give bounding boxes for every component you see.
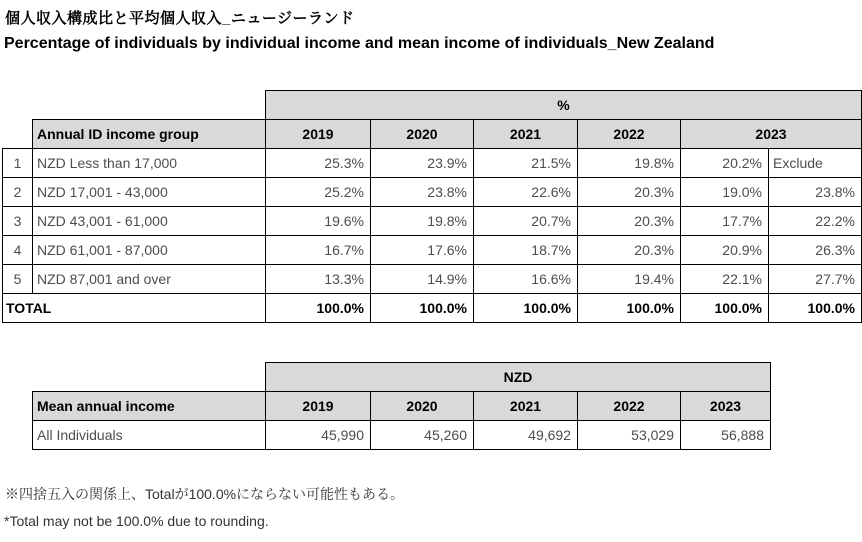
percent-table	[2, 90, 862, 323]
percent-year-header-row	[3, 120, 862, 149]
percent-cell: 19.6%	[266, 207, 371, 236]
year-header-2019: 2019	[266, 120, 371, 149]
year-header-2022: 2022	[578, 392, 681, 421]
year-header-2021: 2021	[474, 392, 578, 421]
percent-cell: 20.3%	[578, 236, 681, 265]
percent-cell: 20.3%	[578, 178, 681, 207]
income-group-label: NZD 17,001 - 43,000	[33, 178, 266, 207]
total-value: 100.0%	[681, 294, 769, 323]
table-row	[3, 207, 862, 236]
percent-cell: 23.8%	[371, 178, 474, 207]
income-group-header: Annual ID income group	[33, 120, 266, 149]
row-number: 1	[3, 149, 33, 178]
mean-income-cell: 56,888	[681, 421, 771, 450]
income-group-label: NZD Less than 17,000	[33, 149, 266, 178]
percent-cell: 16.7%	[266, 236, 371, 265]
all-individuals-label: All Individuals	[33, 421, 266, 450]
percent-cell: 18.7%	[474, 236, 578, 265]
year-header-2022: 2022	[578, 120, 681, 149]
page-title-japanese: 個人収入構成比と平均個人収入_ニュージーランド	[5, 10, 355, 27]
mean-annual-income-header: Mean annual income	[33, 392, 266, 421]
mean-year-header-row	[33, 392, 771, 421]
percent-unit-header: %	[266, 91, 862, 120]
percent-cell: 25.3%	[266, 149, 371, 178]
percent-cell: 17.7%	[681, 207, 769, 236]
spacer-cell	[33, 363, 266, 392]
row-number: 5	[3, 265, 33, 294]
total-value: 100.0%	[474, 294, 578, 323]
percent-cell: 23.8%	[769, 178, 862, 207]
percent-cell: 20.3%	[578, 207, 681, 236]
percent-unit-row	[3, 91, 862, 120]
percent-cell: 22.6%	[474, 178, 578, 207]
percent-cell: 20.9%	[681, 236, 769, 265]
footnote-english: *Total may not be 100.0% due to rounding.	[4, 513, 269, 529]
percent-cell: 14.9%	[371, 265, 474, 294]
mean-income-cell: 45,990	[266, 421, 371, 450]
table-row	[3, 236, 862, 265]
spacer-cell	[3, 120, 33, 149]
mean-income-cell: 45,260	[371, 421, 474, 450]
percent-cell: 13.3%	[266, 265, 371, 294]
percent-cell: 19.8%	[578, 149, 681, 178]
exclude-cell: Exclude	[769, 149, 862, 178]
nzd-unit-header: NZD	[266, 363, 771, 392]
total-value: 100.0%	[769, 294, 862, 323]
percent-cell: 17.6%	[371, 236, 474, 265]
total-row	[3, 294, 862, 323]
percent-cell: 19.4%	[578, 265, 681, 294]
year-header-2021: 2021	[474, 120, 578, 149]
year-header-2023: 2023	[681, 392, 771, 421]
table-row	[3, 149, 862, 178]
footnote-japanese: ※四捨五入の関係上、Totalが100.0%にならない可能性もある。	[5, 486, 405, 502]
percent-cell: 25.2%	[266, 178, 371, 207]
percent-cell: 26.3%	[769, 236, 862, 265]
table-row	[3, 178, 862, 207]
mean-unit-row	[33, 363, 771, 392]
percent-cell: 21.5%	[474, 149, 578, 178]
year-header-2020: 2020	[371, 392, 474, 421]
percent-cell: 22.1%	[681, 265, 769, 294]
year-header-2019: 2019	[266, 392, 371, 421]
percent-cell: 20.7%	[474, 207, 578, 236]
row-number: 4	[3, 236, 33, 265]
income-group-label: NZD 61,001 - 87,000	[33, 236, 266, 265]
total-value: 100.0%	[266, 294, 371, 323]
percent-cell: 23.9%	[371, 149, 474, 178]
percent-cell: 22.2%	[769, 207, 862, 236]
mean-income-cell: 49,692	[474, 421, 578, 450]
mean-income-table	[32, 362, 771, 450]
income-group-label: NZD 43,001 - 61,000	[33, 207, 266, 236]
spacer-cell	[3, 91, 266, 120]
percent-cell: 27.7%	[769, 265, 862, 294]
income-group-label: NZD 87,001 and over	[33, 265, 266, 294]
page-title-english: Percentage of individuals by individual income and mean income of individuals_New Zealand	[4, 35, 715, 52]
total-value: 100.0%	[371, 294, 474, 323]
row-number: 3	[3, 207, 33, 236]
percent-cell: 16.6%	[474, 265, 578, 294]
year-header-2023: 2023	[681, 120, 862, 149]
mean-income-cell: 53,029	[578, 421, 681, 450]
percent-cell: 20.2%	[681, 149, 769, 178]
mean-income-row	[33, 421, 771, 450]
total-value: 100.0%	[578, 294, 681, 323]
row-number: 2	[3, 178, 33, 207]
year-header-2020: 2020	[371, 120, 474, 149]
percent-cell: 19.0%	[681, 178, 769, 207]
percent-cell: 19.8%	[371, 207, 474, 236]
table-row	[3, 265, 862, 294]
total-label: TOTAL	[3, 294, 266, 323]
